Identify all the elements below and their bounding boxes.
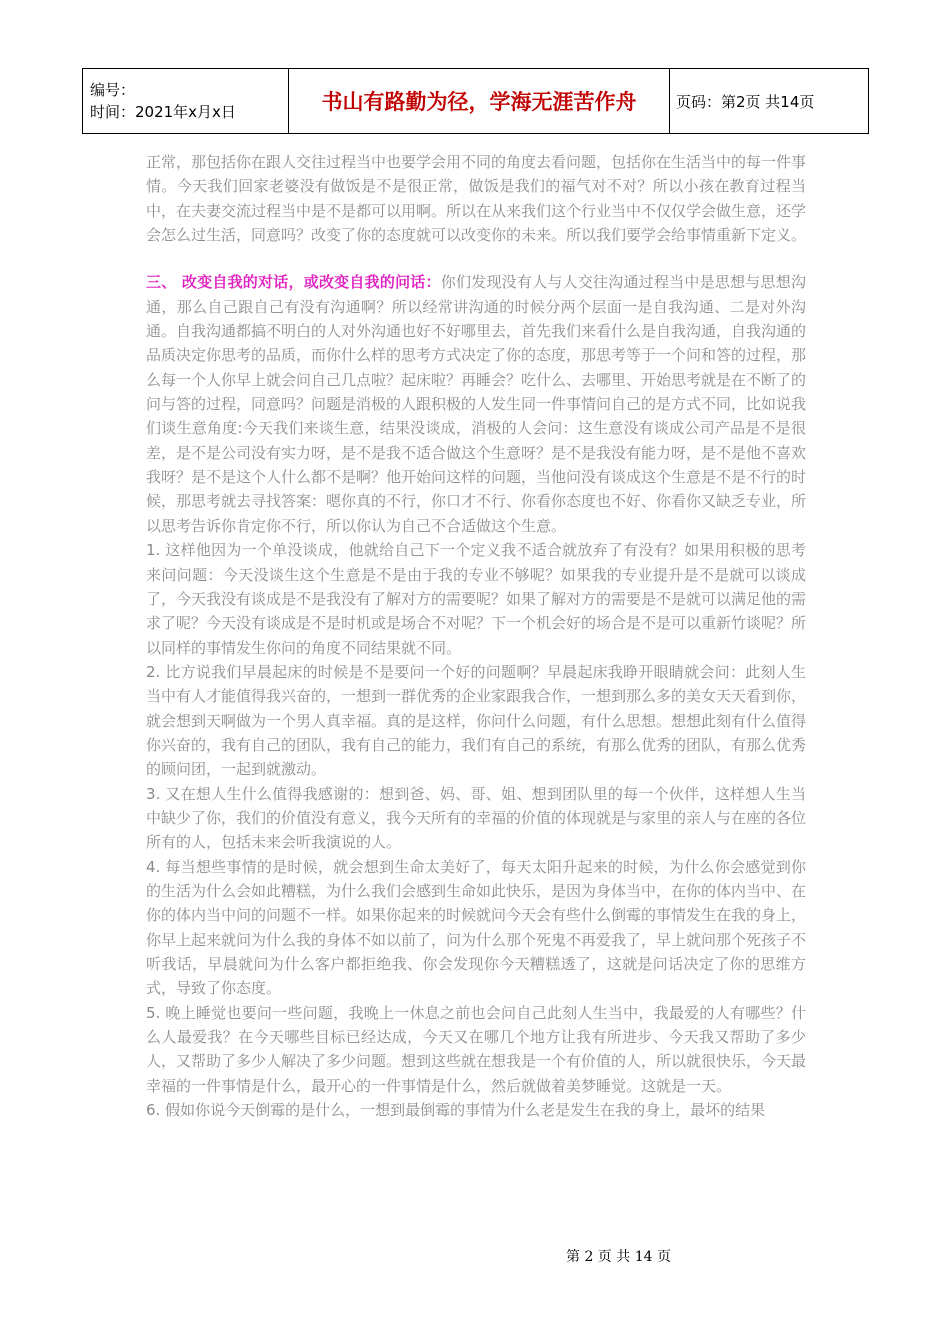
header-page-number: 页码：第2页 共14页: [670, 69, 869, 134]
paragraph-gap: [146, 247, 806, 270]
document-time-label: 时间：2021年x月x日: [90, 103, 236, 121]
list-item-6: 6. 假如你说今天倒霉的是什么，一想到最倒霉的事情为什么老是发生在我的身上，最坏的结果: [146, 1101, 766, 1120]
section-3-heading: 三、 改变自我的对话，或改变自我的问话：: [146, 273, 441, 292]
document-header: [82, 68, 869, 134]
page-footer: 第 2 页 共 14 页: [566, 1249, 671, 1265]
section-3-text: 你们发现没有人与人交往沟通过程当中是思想与思想沟通，那么自己跟自己有没有沟通啊？所以经常讲沟通的时候分两个层面一是自我沟通、二是对外沟通。自我沟通都搞不明白的人对外沟通也好不好哪里去，首先我们来看什么是自我沟通，自我沟通的品质决定你思考的品质，而你什么样的思考方式决定了你的态度，那思考等于一个问和答的过程，那么每一个人你早上就会问自己几点啦？起床啦？再睡会？吃什么、去哪里、开始思考就是在不断了的问与答的过程，同意吗？问题是消极的人跟积极的人发生同一件事情问自己的是方式不同，比如说我们谈生意角度:今天我们来谈生意，结果没谈成，消极的人会问：这生意没有谈成公司产品是不是很差，是不是公司没有实力呀，是不是我不适合做这个生意呀？是不是我没有能力呀，是不是他不喜欢我呀？是不是这个人什么都不是啊？他开始问这样的问题，当他问没有谈成这个生意是不是不行的时候，那思考就去寻找答案：嗯你真的不行，你口才不行、你看你态度也不好、你看你又缺乏专业，所以思考告诉你肯定你不行，所以你认为自己不合适做这个生意。: [146, 273, 807, 535]
list-item-1: 1. 这样他因为一个单没谈成，他就给自己下一个定义我不适合就放弃了有没有？如果用积极的思考来问问题：今天没谈生这个生意是不是由于我的专业不够呢？如果我的专业提升是不是就可以谈成了，今天我没有谈成是不是我没有了解对方的需要呢？如果了解对方的需要是不是就可以满足他的需求了呢？今天没有谈成是不是时机或是场合不对呢？下一个机会好的场合是不是可以重新竹谈呢？所以同样的事情发生你问的角度不同结果就不同。: [146, 541, 807, 657]
header-meta: [83, 69, 289, 134]
header-motto: 书山有路勤为径，学海无涯苦作舟: [289, 69, 670, 134]
list-item-4: 4. 每当想些事情的是时候，就会想到生命太美好了，每天太阳升起来的时候，为什么你会感觉到你的生活为什么会如此糟糕，为什么我们会感到生命如此快乐，是因为身体当中，在你的体内当中、在你的体内当中问的问题不一样。如果你起来的时候就问今天会有些什么倒霉的事情发生在我的身上，你早上起来就问为什么我的身体不如以前了，问为什么那个死鬼不再爱我了，早上就问那个死孩子不听我话，早晨就问为什么客户都拒绝我、你会发现你今天糟糕透了，这就是问话决定了你的思维方式，导致了你态度。: [146, 857, 807, 998]
list-item-3: 3. 又在想人生什么值得我感谢的：想到爸、妈、哥、姐、想到团队里的每一个伙伴，这样想人生当中缺少了你，我们的价值没有意义，我今天所有的幸福的价值的体现就是与家里的亲人与在座的各位所有的人，包括未来会听我演说的人。: [146, 784, 807, 852]
list-item-5: 5. 晚上睡觉也要问一些问题，我晚上一休息之前也会问自己此刻人生当中，我最爱的人有哪些？什么人最爱我？在今天哪些目标已经达成，今天又在哪几个地方让我有所进步、今天我又帮助了多少人，又帮助了多少人解决了多少问题。想到这些就在想我是一个有价值的人，所以就很快乐，今天最幸福的一件事情是什么，最开心的一件事情是什么，然后就做着美梦睡觉。这就是一天。: [146, 1003, 807, 1095]
document-number-label: 编号：: [90, 81, 136, 99]
list-item-2: 2. 比方说我们早晨起床的时候是不是要问一个好的问题啊？早晨起床我睁开眼睛就会问：此刻人生当中有人才能值得我兴奋的，一想到一群优秀的企业家跟我合作，一想到那么多的美女天天看到你，就会想到天啊做为一个男人真幸福。真的是这样，你问什么问题，有什么思想。想想此刻有什么值得你兴奋的，我有自己的团队，我有自己的能力，我们有自己的系统，有那么优秀的团队，有那么优秀的顾问团，一起到就激动。: [146, 662, 807, 779]
section-3: [146, 270, 806, 538]
document-body: [146, 150, 806, 1122]
paragraph-intro: 正常，那包括你在跟人交往过程当中也要学会用不同的角度去看问题，包括你在生活当中的每一件事情。今天我们回家老婆没有做饭是不是很正常，做饭是我们的福气对不对？所以小孩在教育过程当中，在夫妻交流过程当中是不是都可以用啊。所以在从来我们这个行业当中不仅仅学会做生意，还学会怎么过生活，同意吗？改变了你的态度就可以改变你的未来。所以我们要学会给事情重新下定义。: [146, 153, 807, 245]
